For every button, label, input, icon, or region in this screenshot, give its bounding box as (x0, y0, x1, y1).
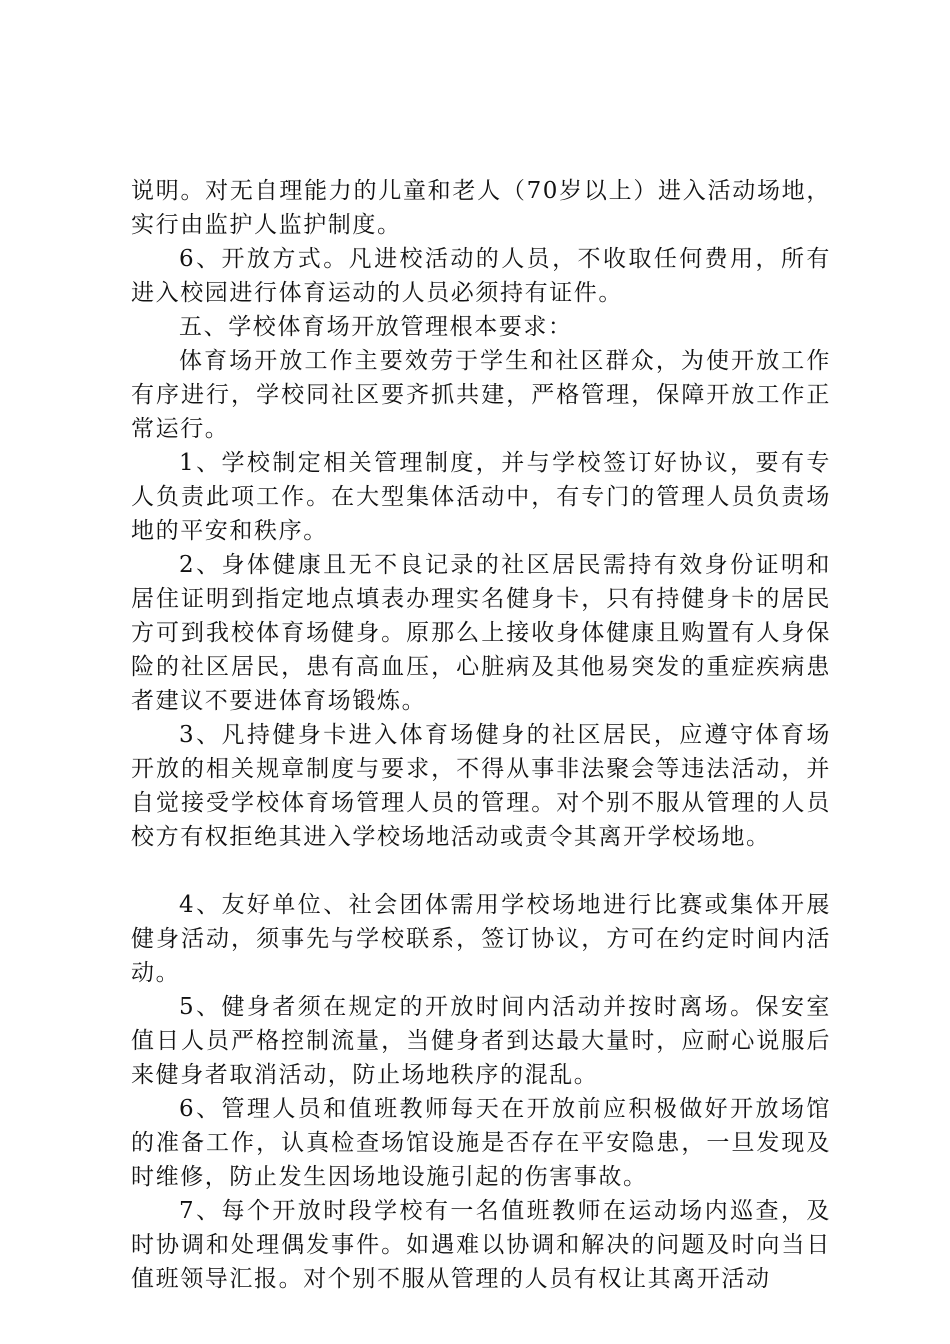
document-body (131, 174, 831, 1296)
paragraph-gap (131, 854, 831, 888)
paragraph-item-1: 1、学校制定相关管理制度，并与学校签订好协议，要有专人负责此项工作。在大型集体活动中，有专门的管理人员负责场地的平安和秩序。 (131, 450, 831, 544)
paragraph-item-6: 6、管理人员和值班教师每天在开放前应积极做好开放场馆的准备工作，认真检查场馆设施是否存在平安隐患，一旦发现及时维修，防止发生因场地设施引起的伤害事故。 (131, 1096, 831, 1190)
paragraph-item-7: 7、每个开放时段学校有一名值班教师在运动场内巡查，及时协调和处理偶发事件。如遇难以协调和解决的问题及时向当日值班领导汇报。对个别不服从管理的人员有权让其离开活动 (131, 1198, 831, 1292)
paragraph-item-4: 4、友好单位、社会团体需用学校场地进行比赛或集体开展健身活动，须事先与学校联系，签订协议，方可在约定时间内活动。 (131, 892, 831, 986)
paragraph-item-5: 5、健身者须在规定的开放时间内活动并按时离场。保安室值日人员严格控制流量，当健身者到达最大量时，应耐心说服后来健身者取消活动，防止场地秩序的混乱。 (131, 994, 831, 1088)
paragraph-continuation: 说明。对无自理能力的儿童和老人（70岁以上）进入活动场地，实行由监护人监护制度。 (131, 178, 831, 238)
paragraph-item-3: 3、凡持健身卡进入体育场健身的社区居民，应遵守体育场开放的相关规章制度与要求，不得从事非法聚会等违法活动，并自觉接受学校体育场管理人员的管理。对个别不服从管理的人员校方有权拒绝其进入学校场地活动或责令其离开学校场地。 (131, 722, 831, 850)
section-heading-five: 五、学校体育场开放管理根本要求： (179, 314, 573, 340)
paragraph-item-2: 2、身体健康且无不良记录的社区居民需持有效身份证明和居住证明到指定地点填表办理实名健身卡，只有持健身卡的居民方可到我校体育场健身。原那么上接收身体健康且购置有人身保险的社区居民，患有高血压，心脏病及其他易突发的重症疾病患者建议不要进体育场锻炼。 (131, 552, 831, 714)
paragraph-intro: 体育场开放工作主要效劳于学生和社区群众，为使开放工作有序进行，学校同社区要齐抓共建，严格管理，保障开放工作正常运行。 (131, 348, 831, 442)
paragraph-open-method: 6、开放方式。凡进校活动的人员，不收取任何费用，所有进入校园进行体育运动的人员必须持有证件。 (131, 246, 831, 306)
